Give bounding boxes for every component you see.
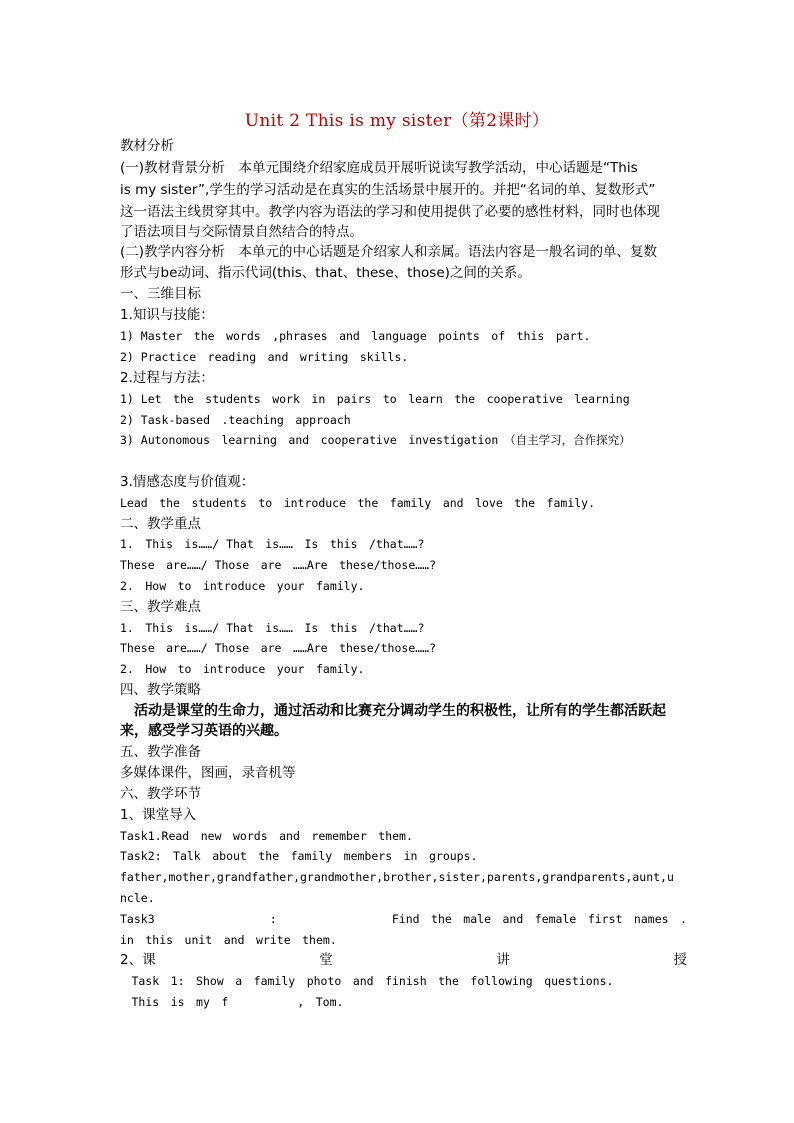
list-item: 1. This is……/ That is…… Is this /that……?: [120, 537, 425, 551]
paragraph-line: (二)教学内容分析 本单元的中心话题是介绍家人和亲属。语法内容是一般名词的单、复数: [120, 244, 658, 260]
heading-teaching-steps: 六、教学环节: [120, 786, 201, 802]
paragraph-line: 来，感受学习英语的兴趣。: [120, 723, 288, 739]
list-item: Task1.Read new words and remember them.: [120, 829, 413, 843]
list-item: Task 1: Show a family photo and finish the following questions.: [120, 974, 614, 988]
heading-strategy: 四、教学策略: [120, 682, 201, 698]
paragraph-line: 了语法项目与交际情景自然结合的特点。: [120, 224, 363, 240]
paragraph-line: in this unit and write them.: [120, 933, 337, 947]
list-item: 3) Autonomous learning and cooperative investigation （自主学习，合作探究）: [120, 433, 631, 447]
subheading-attitudes-values: 3.情感态度与价值观：: [120, 474, 255, 490]
paragraph-line: Lead the students to introduce the family and love the family.: [120, 496, 596, 510]
subheading-lecture: [120, 951, 687, 970]
paragraph-line: 活动是课堂的生命力，通过活动和比赛充分调动学生的积极性，让所有的学生都活跃起: [120, 703, 666, 719]
page-title: Unit 2 This is my sister（第2课时）: [244, 111, 550, 131]
lecture-part: 2、课: [120, 952, 156, 968]
list-item: 2. How to introduce your family.: [120, 579, 365, 593]
lecture-part: 堂: [319, 952, 333, 968]
heading-difficulties: 三、教学难点: [120, 599, 201, 615]
lecture-part: 讲: [496, 952, 510, 968]
list-item: These are……/ Those are ……Are these/those……?: [120, 641, 437, 655]
lecture-part: 授: [673, 952, 687, 968]
list-item: 2) Task-based .teaching approach: [120, 413, 351, 427]
paragraph-line: 形式与be动词、指示代词(this、that、these、those)之间的关系。: [120, 265, 531, 281]
list-item: 1. This is……/ That is…… Is this /that……?: [120, 621, 425, 635]
heading-material-analysis: 教材分析: [120, 138, 174, 154]
paragraph-line: ncle.: [120, 891, 155, 905]
subheading-knowledge-skills: 1.知识与技能：: [120, 307, 214, 323]
heading-objectives: 一、三维目标: [120, 286, 201, 302]
task3-text: Find the male and female first names .: [391, 912, 687, 926]
paragraph-line: is my sister”,学生的学习活动是在真实的生活场景中展开的。并把“名词的单、复数形式”: [120, 182, 656, 198]
paragraph-line: 这一语法主线贯穿其中。教学内容为语法的学习和使用提供了必要的感性材料，同时也体现: [120, 204, 660, 220]
list-item: 1) Let the students work in pairs to learn the cooperative learning: [120, 392, 630, 406]
heading-preparation: 五、教学准备: [120, 744, 201, 760]
list-item: Task2: Talk about the family members in groups.: [120, 849, 478, 863]
paragraph-line: (一)教材背景分析 本单元围绕介绍家庭成员开展听说读写教学活动，中心话题是“This: [120, 160, 638, 176]
list-item: 2) Practice reading and writing skills.: [120, 350, 409, 364]
subheading-process-methods: 2.过程与方法：: [120, 370, 214, 386]
task3-line: [120, 910, 687, 929]
list-item: This is my f , Tom.: [120, 995, 344, 1009]
task3-label: Task3: [120, 912, 155, 926]
paragraph-line: 多媒体课件，图画，录音机等: [120, 765, 296, 781]
heading-key-points: 二、教学重点: [120, 516, 201, 532]
task3-colon: :: [269, 912, 277, 926]
list-item: 2. How to introduce your family.: [120, 662, 365, 676]
list-item: 1) Master the words ,phrases and language points of this part.: [120, 329, 591, 343]
subheading-lead-in: 1、课堂导入: [120, 807, 197, 823]
paragraph-line: father,mother,grandfather,grandmother,brother,sister,parents,grandparents,aunt,u: [120, 870, 674, 884]
list-item: These are……/ Those are ……Are these/those……?: [120, 558, 437, 572]
